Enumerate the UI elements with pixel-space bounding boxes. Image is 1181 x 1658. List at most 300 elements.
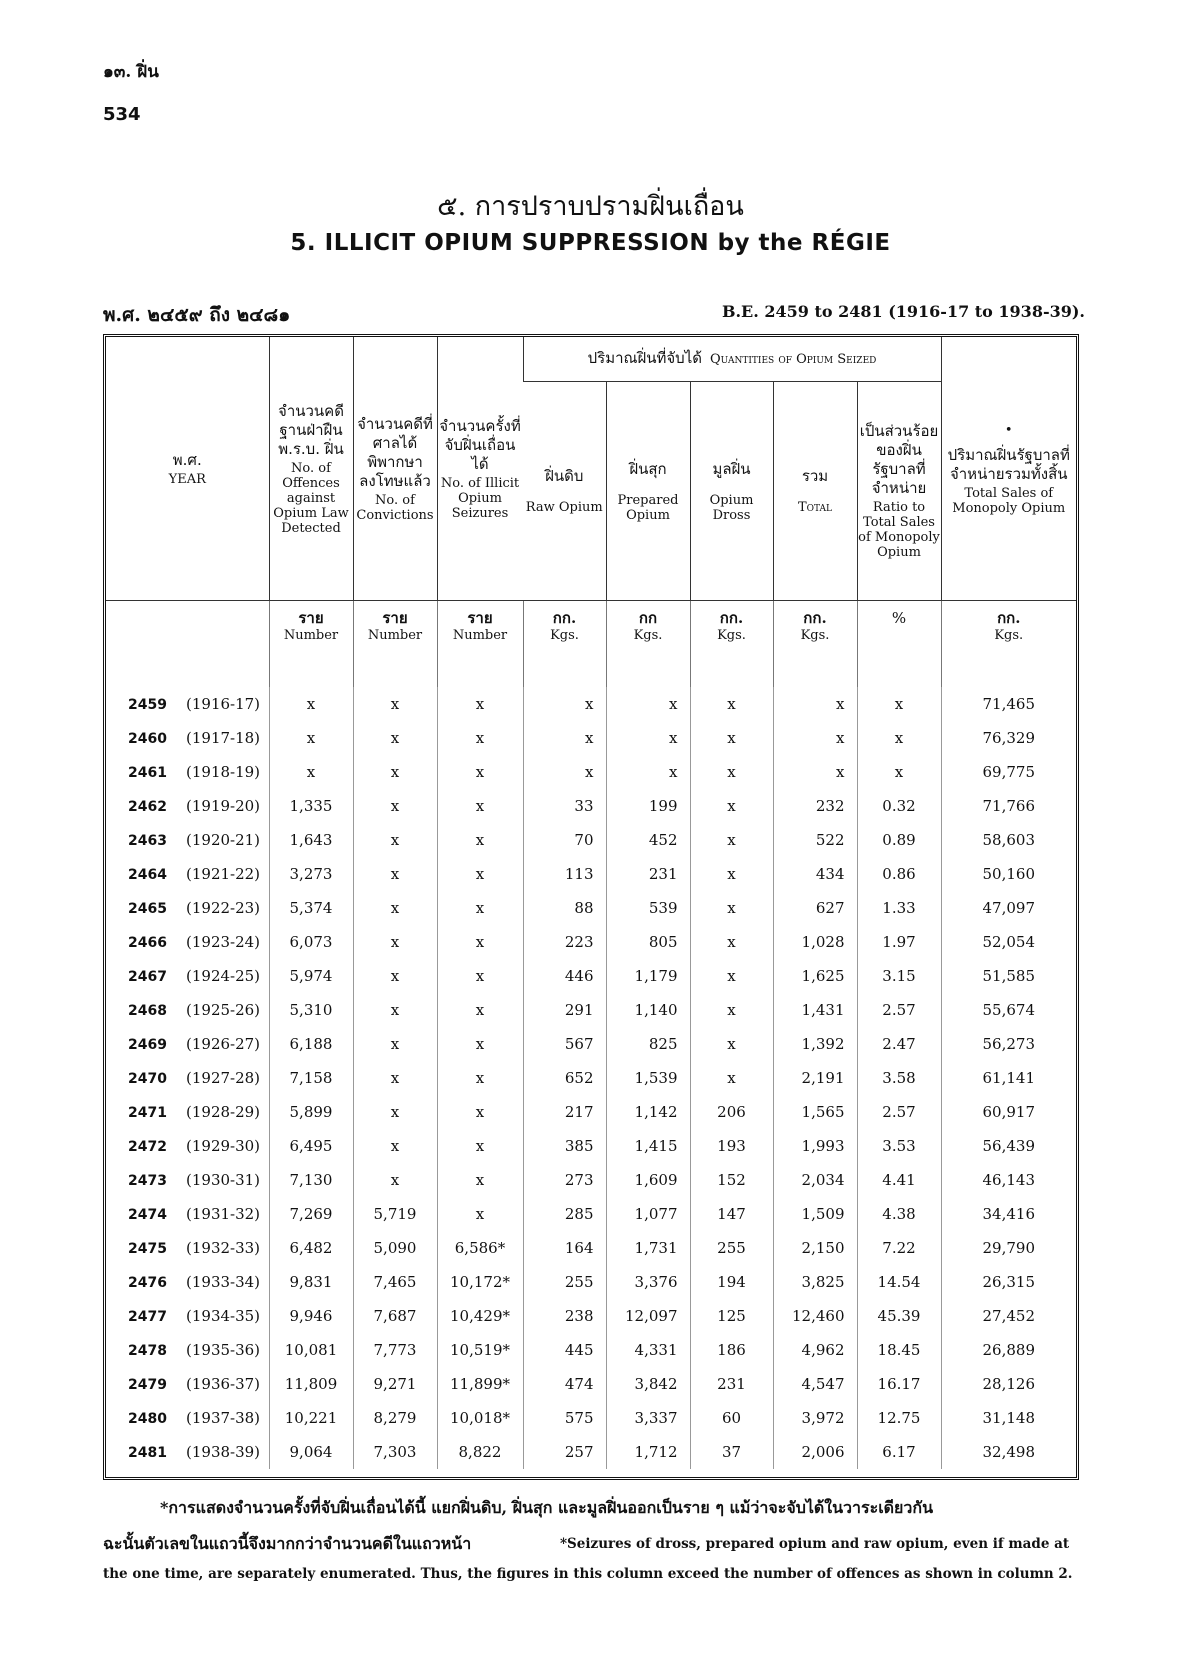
sales-cell: 28,126 — [941, 1367, 1076, 1401]
sales-cell: 32,498 — [941, 1435, 1076, 1469]
total-cell: 4,547 — [773, 1367, 857, 1401]
year-cell — [106, 1163, 269, 1197]
year-be: 2466 — [128, 935, 167, 951]
ratio-cell: 45.39 — [857, 1299, 941, 1333]
header-raw-opium: ฝิ่นดิบ Raw Opium — [523, 382, 606, 601]
year-cell — [106, 687, 269, 721]
convictions-cell: x — [353, 789, 437, 823]
seizures-cell: x — [437, 789, 523, 823]
convictions-cell: x — [353, 823, 437, 857]
prepared-opium-cell: 4,331 — [606, 1333, 690, 1367]
offences-cell: 5,310 — [269, 993, 353, 1027]
offences-cell: 9,831 — [269, 1265, 353, 1299]
sales-cell: 50,160 — [941, 857, 1076, 891]
ratio-cell: x — [857, 721, 941, 755]
raw-opium-cell: 474 — [523, 1367, 606, 1401]
convictions-cell: x — [353, 857, 437, 891]
page-title-english: 5. ILLICIT OPIUM SUPPRESSION by the RÉGIE — [290, 230, 891, 256]
year-be: 2470 — [128, 1071, 167, 1087]
offences-cell: 11,809 — [269, 1367, 353, 1401]
convictions-cell: x — [353, 1061, 437, 1095]
year-be: 2476 — [128, 1275, 167, 1291]
convictions-cell: x — [353, 1129, 437, 1163]
year-ce: (1922-23) — [186, 899, 261, 917]
convictions-cell: x — [353, 925, 437, 959]
header-total: รวม Total — [773, 382, 857, 601]
seizures-cell: x — [437, 891, 523, 925]
year-be: 2468 — [128, 1003, 167, 1019]
year-ce: (1932-33) — [186, 1239, 261, 1257]
year-be: 2471 — [128, 1105, 167, 1121]
year-ce: (1935-36) — [186, 1341, 261, 1359]
total-cell: 1,392 — [773, 1027, 857, 1061]
dross-cell: 194 — [690, 1265, 773, 1299]
table-row — [106, 891, 1076, 925]
total-cell: 1,565 — [773, 1095, 857, 1129]
sales-cell: 58,603 — [941, 823, 1076, 857]
total-cell: 522 — [773, 823, 857, 857]
year-be: 2474 — [128, 1207, 167, 1223]
year-cell — [106, 891, 269, 925]
footnote-thai-line-2: ฉะนั้นตัวเลขในแถวนี้จึงมากกว่าจำนวนคดีในแถวหน้า — [103, 1534, 472, 1553]
year-ce: (1924-25) — [186, 967, 261, 985]
sales-cell: 71,465 — [941, 687, 1076, 721]
dross-cell: 231 — [690, 1367, 773, 1401]
footnote-english-line-1: *Seizures of dross, prepared opium and raw opium, even if made at — [560, 1536, 1070, 1552]
convictions-cell: x — [353, 993, 437, 1027]
convictions-cell: x — [353, 891, 437, 925]
table-row — [106, 857, 1076, 891]
prepared-opium-cell: 1,179 — [606, 959, 690, 993]
prepared-opium-cell: 1,142 — [606, 1095, 690, 1129]
year-ce: (1938-39) — [186, 1443, 261, 1461]
unit-year-cell — [106, 601, 269, 688]
prepared-opium-cell: 1,077 — [606, 1197, 690, 1231]
year-ce: (1927-28) — [186, 1069, 261, 1087]
dross-cell: x — [690, 891, 773, 925]
year-be: 2479 — [128, 1377, 167, 1393]
sales-cell: 29,790 — [941, 1231, 1076, 1265]
year-cell — [106, 925, 269, 959]
raw-opium-cell: x — [523, 687, 606, 721]
year-be: 2477 — [128, 1309, 167, 1325]
seizures-cell: x — [437, 857, 523, 891]
sales-cell: 47,097 — [941, 891, 1076, 925]
year-ce: (1933-34) — [186, 1273, 261, 1291]
seizures-cell: x — [437, 925, 523, 959]
ratio-cell: 3.15 — [857, 959, 941, 993]
offences-cell: 10,081 — [269, 1333, 353, 1367]
year-be: 2465 — [128, 901, 167, 917]
sales-cell: 27,452 — [941, 1299, 1076, 1333]
header-offences: จำนวนคดีฐานฝ่าฝืน พ.ร.บ. ฝิ่น No. of Offences against Opium Law Detected — [269, 337, 353, 601]
ratio-cell: 1.33 — [857, 891, 941, 925]
offences-cell: 7,158 — [269, 1061, 353, 1095]
year-ce: (1928-29) — [186, 1103, 261, 1121]
year-cell — [106, 959, 269, 993]
total-cell: 12,460 — [773, 1299, 857, 1333]
convictions-cell: x — [353, 687, 437, 721]
sales-cell: 52,054 — [941, 925, 1076, 959]
header-year: พ.ศ. YEAR — [106, 337, 269, 601]
total-cell: 627 — [773, 891, 857, 925]
table-row — [106, 925, 1076, 959]
total-cell: 434 — [773, 857, 857, 891]
table-row — [106, 1027, 1076, 1061]
offences-cell: 6,073 — [269, 925, 353, 959]
offences-cell: 5,974 — [269, 959, 353, 993]
ratio-cell: 14.54 — [857, 1265, 941, 1299]
raw-opium-cell: 291 — [523, 993, 606, 1027]
footnote-english-line-2: the one time, are separately enumerated. Thus, the figures in this column exceed the number of offences as shown in column 2. — [103, 1566, 1073, 1582]
period-english: B.E. 2459 to 2481 (1916-17 to 1938-39). — [721, 302, 1085, 321]
convictions-cell: x — [353, 959, 437, 993]
dross-cell: 152 — [690, 1163, 773, 1197]
table-row — [106, 755, 1076, 789]
total-cell: 232 — [773, 789, 857, 823]
year-ce: (1917-18) — [186, 729, 261, 747]
ratio-cell: 18.45 — [857, 1333, 941, 1367]
ratio-cell: 2.57 — [857, 1095, 941, 1129]
sales-cell: 61,141 — [941, 1061, 1076, 1095]
raw-opium-cell: 445 — [523, 1333, 606, 1367]
seizures-cell: x — [437, 1095, 523, 1129]
prepared-opium-cell: 199 — [606, 789, 690, 823]
convictions-cell: 7,687 — [353, 1299, 437, 1333]
dross-cell: 186 — [690, 1333, 773, 1367]
offences-cell: 9,946 — [269, 1299, 353, 1333]
year-cell — [106, 1231, 269, 1265]
raw-opium-cell: 223 — [523, 925, 606, 959]
year-be: 2460 — [128, 731, 167, 747]
dross-cell: 206 — [690, 1095, 773, 1129]
table-row — [106, 1129, 1076, 1163]
convictions-cell: x — [353, 755, 437, 789]
convictions-cell: x — [353, 1095, 437, 1129]
offences-cell: 9,064 — [269, 1435, 353, 1469]
dross-cell: 37 — [690, 1435, 773, 1469]
dross-cell: 147 — [690, 1197, 773, 1231]
header-seizures: จำนวนครั้งที่จับฝิ่นเถื่อนได้ No. of Illicit Opium Seizures — [437, 337, 523, 601]
year-cell — [106, 993, 269, 1027]
raw-opium-cell: 33 — [523, 789, 606, 823]
seizures-cell: x — [437, 1129, 523, 1163]
convictions-cell: x — [353, 1163, 437, 1197]
seizures-cell: 8,822 — [437, 1435, 523, 1469]
offences-cell: 6,482 — [269, 1231, 353, 1265]
total-cell: 2,191 — [773, 1061, 857, 1095]
year-be: 2481 — [128, 1445, 167, 1461]
seizures-cell: x — [437, 1061, 523, 1095]
sales-cell: 76,329 — [941, 721, 1076, 755]
unit-sales: กก. Kgs. — [941, 601, 1076, 688]
raw-opium-cell: 70 — [523, 823, 606, 857]
header-prepared-opium: ฝิ่นสุก Prepared Opium — [606, 382, 690, 601]
total-cell: x — [773, 687, 857, 721]
offences-cell: 1,335 — [269, 789, 353, 823]
table-row — [106, 1265, 1076, 1299]
sales-cell: 69,775 — [941, 755, 1076, 789]
sales-cell: 46,143 — [941, 1163, 1076, 1197]
offences-cell: 3,273 — [269, 857, 353, 891]
raw-opium-cell: 575 — [523, 1401, 606, 1435]
offences-cell: 5,899 — [269, 1095, 353, 1129]
prepared-opium-cell: 12,097 — [606, 1299, 690, 1333]
convictions-cell: 7,465 — [353, 1265, 437, 1299]
dross-cell: x — [690, 755, 773, 789]
unit-prepared: กก Kgs. — [606, 601, 690, 688]
ratio-cell: 2.47 — [857, 1027, 941, 1061]
offences-cell: 6,188 — [269, 1027, 353, 1061]
total-cell: 2,006 — [773, 1435, 857, 1469]
dross-cell: x — [690, 857, 773, 891]
year-ce: (1926-27) — [186, 1035, 261, 1053]
year-cell — [106, 1129, 269, 1163]
dross-cell: x — [690, 1061, 773, 1095]
total-cell: 2,034 — [773, 1163, 857, 1197]
year-ce: (1916-17) — [186, 695, 261, 713]
dross-cell: 60 — [690, 1401, 773, 1435]
period-thai: พ.ศ. ๒๔๕๙ ถึง ๒๔๘๑ — [103, 304, 291, 326]
total-cell: 3,825 — [773, 1265, 857, 1299]
raw-opium-cell: 257 — [523, 1435, 606, 1469]
dross-cell: 193 — [690, 1129, 773, 1163]
sales-cell: 56,439 — [941, 1129, 1076, 1163]
seizures-cell: x — [437, 1163, 523, 1197]
prepared-opium-cell: 1,731 — [606, 1231, 690, 1265]
total-cell: 4,962 — [773, 1333, 857, 1367]
offences-cell: x — [269, 755, 353, 789]
unit-seizures: ราย Number — [437, 601, 523, 688]
header-quantities-seized: ปริมาณฝิ่นที่จับได้ Quantities of Opium Seized — [523, 337, 941, 382]
year-ce: (1920-21) — [186, 831, 261, 849]
units-row — [106, 601, 1076, 688]
year-be: 2473 — [128, 1173, 167, 1189]
raw-opium-cell: 238 — [523, 1299, 606, 1333]
raw-opium-cell: x — [523, 721, 606, 755]
year-cell — [106, 1333, 269, 1367]
dross-cell: x — [690, 823, 773, 857]
seizures-cell: 11,899* — [437, 1367, 523, 1401]
raw-opium-cell: 446 — [523, 959, 606, 993]
year-cell — [106, 1061, 269, 1095]
total-cell: 1,028 — [773, 925, 857, 959]
year-cell — [106, 1299, 269, 1333]
prepared-opium-cell: 452 — [606, 823, 690, 857]
offences-cell: 7,130 — [269, 1163, 353, 1197]
total-cell: x — [773, 721, 857, 755]
page-title-thai: ๕. การปราบปรามฝิ่นเถื่อน — [437, 191, 744, 222]
convictions-cell: 7,303 — [353, 1435, 437, 1469]
sales-cell: 56,273 — [941, 1027, 1076, 1061]
prepared-opium-cell: 3,842 — [606, 1367, 690, 1401]
section-label: ๑๓. ฝิ่น — [103, 62, 159, 82]
unit-offences: ราย Number — [269, 601, 353, 688]
ratio-cell: 3.53 — [857, 1129, 941, 1163]
header-convictions: จำนวนคดีที่ศาลได้พิพากษาลงโทษแล้ว No. of Convictions — [353, 337, 437, 601]
total-cell: 3,972 — [773, 1401, 857, 1435]
ratio-cell: x — [857, 755, 941, 789]
sales-cell: 51,585 — [941, 959, 1076, 993]
sales-cell: 34,416 — [941, 1197, 1076, 1231]
raw-opium-cell: 273 — [523, 1163, 606, 1197]
table-row — [106, 687, 1076, 721]
year-ce: (1934-35) — [186, 1307, 261, 1325]
convictions-cell: 7,773 — [353, 1333, 437, 1367]
ratio-cell: 12.75 — [857, 1401, 941, 1435]
year-be: 2463 — [128, 833, 167, 849]
convictions-cell: 5,090 — [353, 1231, 437, 1265]
year-cell — [106, 823, 269, 857]
ratio-cell: 7.22 — [857, 1231, 941, 1265]
year-be: 2459 — [128, 697, 167, 713]
header-opium-dross: มูลฝิ่น Opium Dross — [690, 382, 773, 601]
dross-cell: x — [690, 959, 773, 993]
page-number: 534 — [103, 104, 141, 125]
prepared-opium-cell: 805 — [606, 925, 690, 959]
seizures-cell: x — [437, 1197, 523, 1231]
raw-opium-cell: 217 — [523, 1095, 606, 1129]
year-be: 2467 — [128, 969, 167, 985]
year-be: 2475 — [128, 1241, 167, 1257]
total-cell: x — [773, 755, 857, 789]
seizures-cell: 10,519* — [437, 1333, 523, 1367]
seizures-cell: x — [437, 823, 523, 857]
dross-cell: x — [690, 721, 773, 755]
year-be: 2469 — [128, 1037, 167, 1053]
unit-convictions: ราย Number — [353, 601, 437, 688]
prepared-opium-cell: 231 — [606, 857, 690, 891]
prepared-opium-cell: x — [606, 721, 690, 755]
table-row — [106, 721, 1076, 755]
opium-suppression-table — [103, 334, 1079, 1480]
sales-cell: 60,917 — [941, 1095, 1076, 1129]
year-cell — [106, 1095, 269, 1129]
table-row — [106, 789, 1076, 823]
year-be: 2461 — [128, 765, 167, 781]
total-cell: 2,150 — [773, 1231, 857, 1265]
year-be: 2462 — [128, 799, 167, 815]
table-row — [106, 1061, 1076, 1095]
seizures-cell: 10,018* — [437, 1401, 523, 1435]
year-cell — [106, 1435, 269, 1469]
dross-cell: x — [690, 925, 773, 959]
dross-cell: x — [690, 687, 773, 721]
prepared-opium-cell: 1,140 — [606, 993, 690, 1027]
seizures-cell: x — [437, 993, 523, 1027]
year-ce: (1929-30) — [186, 1137, 261, 1155]
dross-cell: x — [690, 1027, 773, 1061]
year-cell — [106, 1197, 269, 1231]
ratio-cell: 6.17 — [857, 1435, 941, 1469]
table-row — [106, 1367, 1076, 1401]
offences-cell: 10,221 — [269, 1401, 353, 1435]
header-ratio: เป็นส่วนร้อยของฝิ่นรัฐบาลที่จำหน่าย Ratio to Total Sales of Monopoly Opium — [857, 382, 941, 601]
offences-cell: 7,269 — [269, 1197, 353, 1231]
table-row — [106, 1197, 1076, 1231]
seizures-cell: x — [437, 959, 523, 993]
year-ce: (1925-26) — [186, 1001, 261, 1019]
raw-opium-cell: 164 — [523, 1231, 606, 1265]
offences-cell: x — [269, 687, 353, 721]
prepared-opium-cell: 825 — [606, 1027, 690, 1061]
ratio-cell: 0.89 — [857, 823, 941, 857]
prepared-opium-cell: x — [606, 755, 690, 789]
year-cell — [106, 857, 269, 891]
ratio-cell: x — [857, 687, 941, 721]
ratio-cell: 16.17 — [857, 1367, 941, 1401]
prepared-opium-cell: x — [606, 687, 690, 721]
unit-total: กก. Kgs. — [773, 601, 857, 688]
table-row — [106, 1333, 1076, 1367]
seizures-cell: 10,172* — [437, 1265, 523, 1299]
year-cell — [106, 1367, 269, 1401]
unit-raw: กก. Kgs. — [523, 601, 606, 688]
raw-opium-cell: 113 — [523, 857, 606, 891]
prepared-opium-cell: 3,337 — [606, 1401, 690, 1435]
sales-cell: 71,766 — [941, 789, 1076, 823]
unit-dross: กก. Kgs. — [690, 601, 773, 688]
total-cell: 1,993 — [773, 1129, 857, 1163]
convictions-cell: x — [353, 1027, 437, 1061]
total-cell: 1,509 — [773, 1197, 857, 1231]
footnote-thai-line-1: *การแสดงจำนวนครั้งที่จับฝิ่นเถื่อนได้นี้ แยกฝิ่นดิบ, ฝิ่นสุก และมูลฝิ่นออกเป็นราย ๆ แม้ว่าจะจับได้ในวาระเดียวกัน — [160, 1498, 934, 1517]
seizures-cell: 10,429* — [437, 1299, 523, 1333]
total-cell: 1,625 — [773, 959, 857, 993]
prepared-opium-cell: 1,712 — [606, 1435, 690, 1469]
table-row — [106, 823, 1076, 857]
prepared-opium-cell: 1,609 — [606, 1163, 690, 1197]
table-row — [106, 1401, 1076, 1435]
total-cell: 1,431 — [773, 993, 857, 1027]
table-row — [106, 959, 1076, 993]
unit-ratio: % — [857, 601, 941, 688]
year-cell — [106, 789, 269, 823]
prepared-opium-cell: 1,539 — [606, 1061, 690, 1095]
table-row — [106, 1231, 1076, 1265]
year-ce: (1919-20) — [186, 797, 261, 815]
table-row — [106, 1299, 1076, 1333]
convictions-cell: 9,271 — [353, 1367, 437, 1401]
sales-cell: 31,148 — [941, 1401, 1076, 1435]
ratio-cell: 3.58 — [857, 1061, 941, 1095]
sales-cell: 55,674 — [941, 993, 1076, 1027]
sales-cell: 26,889 — [941, 1333, 1076, 1367]
convictions-cell: 5,719 — [353, 1197, 437, 1231]
ratio-cell: 1.97 — [857, 925, 941, 959]
raw-opium-cell: 567 — [523, 1027, 606, 1061]
year-cell — [106, 1401, 269, 1435]
year-ce: (1936-37) — [186, 1375, 261, 1393]
header-total-sales: • ปริมาณฝิ่นรัฐบาลที่จำหน่ายรวมทั้งสิ้น Total Sales of Monopoly Opium — [941, 337, 1076, 601]
raw-opium-cell: 255 — [523, 1265, 606, 1299]
year-ce: (1921-22) — [186, 865, 261, 883]
year-cell — [106, 721, 269, 755]
offences-cell: 5,374 — [269, 891, 353, 925]
raw-opium-cell: 385 — [523, 1129, 606, 1163]
year-be: 2480 — [128, 1411, 167, 1427]
ratio-cell: 2.57 — [857, 993, 941, 1027]
seizures-cell: 6,586* — [437, 1231, 523, 1265]
ratio-cell: 4.41 — [857, 1163, 941, 1197]
raw-opium-cell: 652 — [523, 1061, 606, 1095]
table-row — [106, 1095, 1076, 1129]
year-be: 2472 — [128, 1139, 167, 1155]
offences-cell: 6,495 — [269, 1129, 353, 1163]
convictions-cell: x — [353, 721, 437, 755]
ratio-cell: 0.86 — [857, 857, 941, 891]
offences-cell: 1,643 — [269, 823, 353, 857]
